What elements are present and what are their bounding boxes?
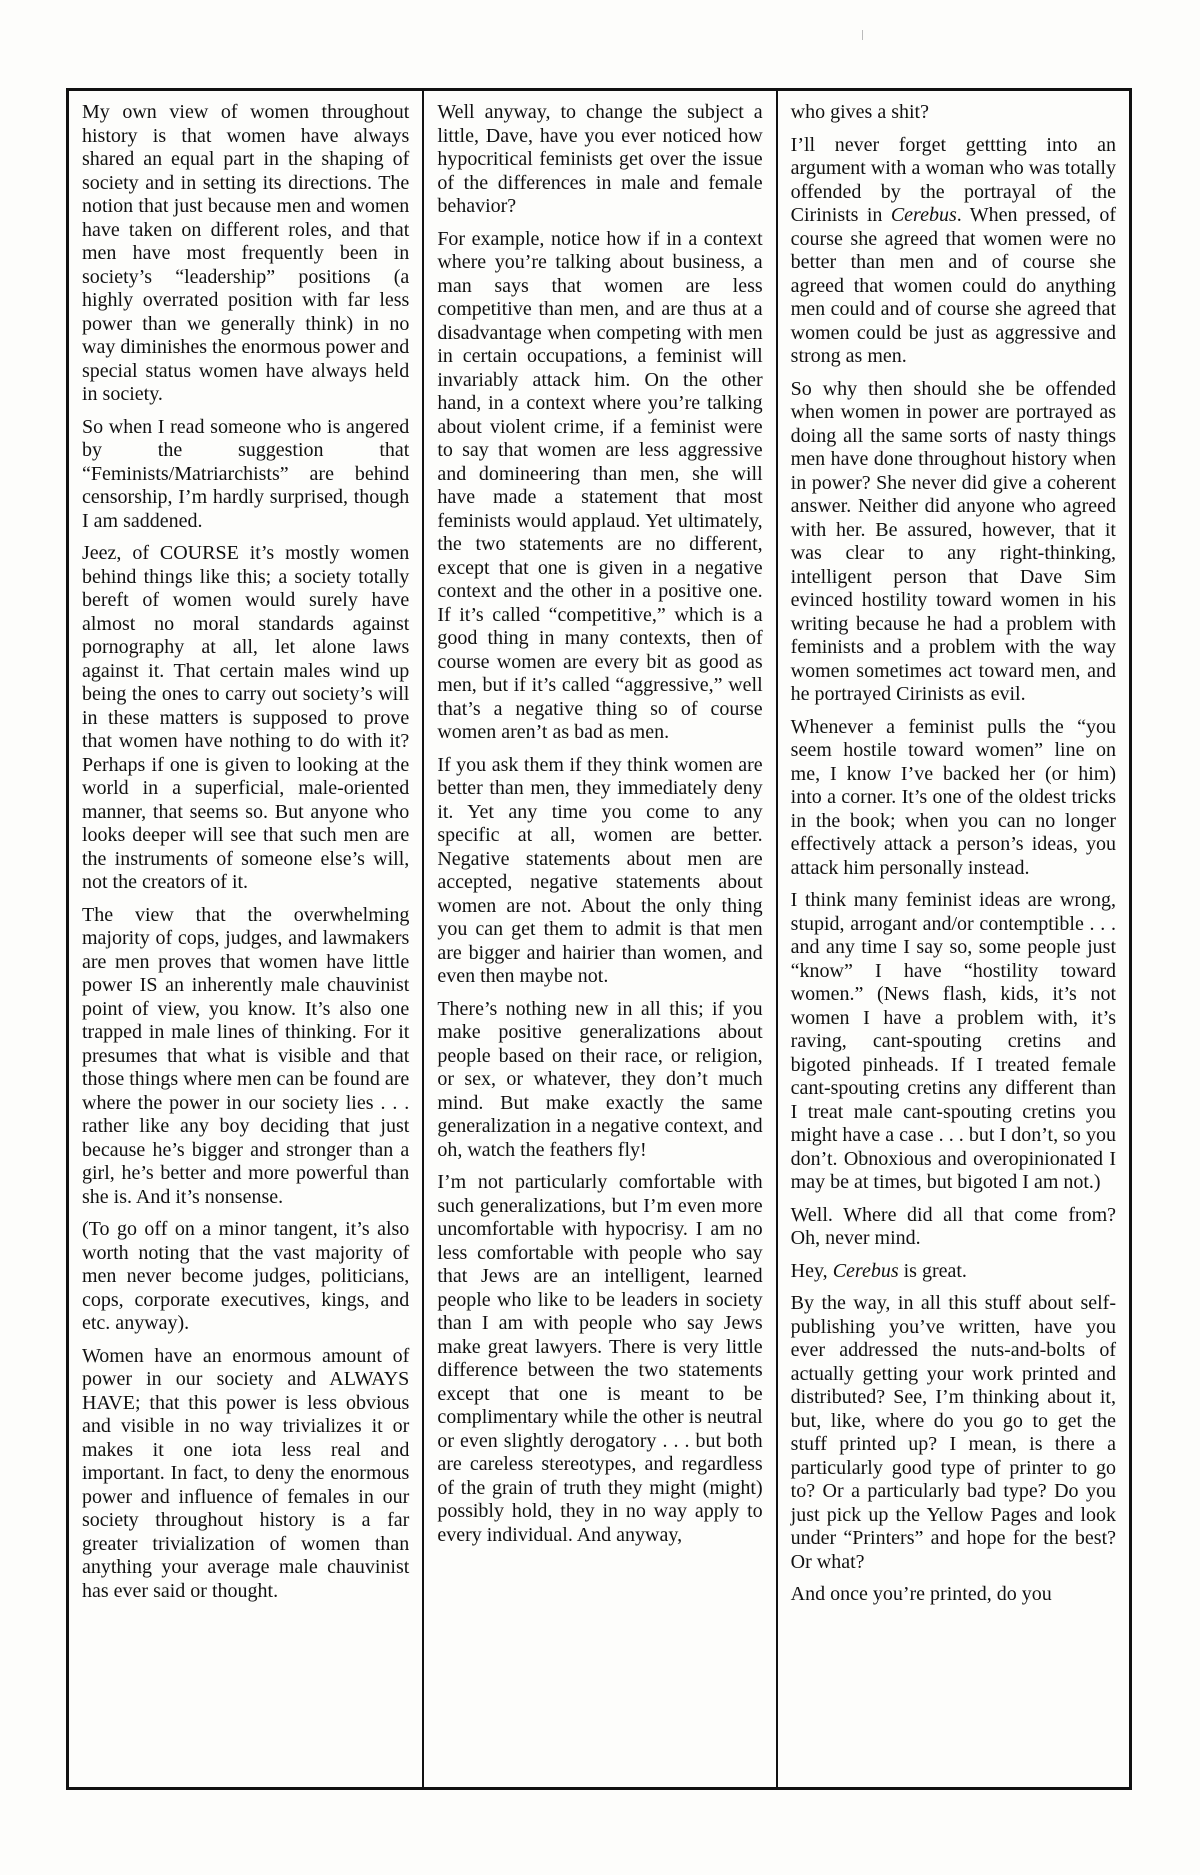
- text-run: Women have an enormous amount of power in our society and ALWAYS HAVE; that this power is less obvious and visible in no way trivializes it or makes it one iota less real and important. In fact, to deny the enormous power and influence of females in our society throughout history is a far greater trivialization of women than anything your average male chauvinist has ever said or thought.: [82, 1344, 410, 1602]
- paragraph: [791, 1292, 1116, 1574]
- paragraph: [791, 1204, 1116, 1251]
- column-1: [69, 91, 422, 1787]
- text-run: If you ask them if they think women are better than men, they immediately deny it. Yet any time you come to any specific at all, women are better. Negative statements about men are accepted, negative statements about women are not. About the only thing you can get them to admit is that men are bigger and hairier than women, and even then maybe not.: [437, 753, 763, 987]
- text-run: So when I read someone who is angered by the suggestion that “Feminists/Matriarchists” are behind censorship, I’m hardly surprised, though I am saddened.: [82, 415, 410, 532]
- paragraph: [791, 101, 1116, 125]
- text-run: By the way, in all this stuff about self-publishing you’ve written, have you ever addressed the nuts-and-bolts of actually getting your work printed and distributed? See, I’m thinking about it, but, like, where do you go to get the stuff printed up? I mean, is there a particularly good type of printer to go to? Or a particularly bad type? Do you just pick up the Yellow Pages and look under “Printers” and hope for the best? Or what?: [790, 1292, 1116, 1573]
- paragraph: [791, 889, 1116, 1195]
- paragraph: [82, 101, 409, 407]
- text-run: . When pressed, of course she agreed that women were no better than men and of course she agreed that women could do anything men could and of course she agreed that women could be just as aggressive and strong as men.: [790, 204, 1116, 367]
- italic-title: Cerebus: [890, 204, 957, 226]
- paragraph: [82, 1218, 409, 1336]
- text-run: The view that the overwhelming majority of cops, judges, and lawmakers are men proves that women have little power IS an inherently male chauvinist point of view, you know. It’s also one trapped in male lines of thinking. For it presumes that what is visible and that those things where men can be found are where the power in our society lies . . . rather like any boy deciding that just because he’s bigger and stronger than a girl, he’s better and more powerful than she is. And it’s nonsense.: [82, 903, 410, 1208]
- text-run: Whenever a feminist pulls the “you seem hostile toward women” line on me, I know I’ve backed her (or him) into a corner. It’s one of the oldest tricks in the book; when you can no longer effectively attack a person’s ideas, you attack him personally instead.: [790, 715, 1116, 879]
- paragraph: [437, 1171, 762, 1547]
- paragraph: [437, 101, 762, 219]
- text-run: I think many feminist ideas are wrong, stupid, arrogant and/or contemptible . . . and any time I say so, some people just “know” I have “hostility toward women.” (News flash, kids, it’s not women I have a problem with, it’s raving, cant-spouting cretins and bigoted pinheads. If I treated female cant-spouting cretins any different than I treat male cant-spouting cretins you might have a case . . . but I don’t, so you don’t. Obnoxious and overopinionated I may be at times, but bigoted I am not.): [790, 889, 1116, 1193]
- paragraph: [82, 542, 409, 895]
- paragraph: [791, 378, 1116, 707]
- text-run: who gives a shit?: [790, 101, 929, 123]
- text-run: Well anyway, to change the subject a little, Dave, have you ever noticed how hypocritical feminists get over the issue of the differences in male and female behavior?: [437, 101, 763, 217]
- text-run: Well. Where did all that come from? Oh, never mind.: [790, 1203, 1116, 1249]
- paragraph: [791, 1260, 1116, 1284]
- text-run: There’s nothing new in all this; if you make positive generalizations about people based on their race, or religion, or sex, or whatever, they don’t much mind. But make exactly the same generalization in a negative context, and oh, watch the feathers fly!: [437, 997, 763, 1161]
- paragraph: [437, 754, 762, 989]
- text-run: My own view of women throughout history is that women have always shared an equal part in the shaping of society and in setting its directions. The notion that just because men and women have taken on different roles, and that men have most frequently been in society’s “leadership” positions (a highly overrated position with far less power than we generally think) in no way diminishes the enormous power and special status women have always held in society.: [82, 101, 410, 405]
- text-run: For example, notice how if in a context where you’re talking about business, a man says that women are less competitive than men, and are thus at a disadvantage when competing with men in certain occupations, a feminist will invariably attack him. On the other hand, in a context where you’re talking about violent crime, if a feminist were to say that women are less aggressive and domineering than men, she will have made a statement that most feminists would applaud. Yet ultimately, the two statements are no different, except that one is given in a negative context and the other in a positive one. If it’s called “competitive,” which is a good thing in many contexts, then of course women are every bit as good as men, but if it’s called “aggressive,” well that’s a negative thing so of course women aren’t as bad as men.: [437, 227, 763, 743]
- column-2: [422, 91, 775, 1787]
- letters-frame: [66, 88, 1132, 1790]
- text-run: Hey,: [790, 1259, 833, 1282]
- text-run: I’ll never forget gettting into an argument with a woman who was totally offended by the portrayal of the Cirinists in: [790, 133, 1116, 226]
- paragraph: [791, 134, 1116, 369]
- paragraph: [82, 904, 409, 1210]
- text-run: I’m not particularly comfortable with such generalizations, but I’m even more uncomfortable with hypocrisy. I am no less comfortable with people who say that Jews are an intelligent, learned people who like to be leaders in society than I am with people who say Jews make great lawyers. There is very little difference between the two statements except that one is meant to be complimentary while the other is neutral or even slightly derogatory . . . but both are careless stereotypes, and regardless of the grain of truth they might (might) possibly hold, they in no way apply to every individual. And anyway,: [437, 1171, 763, 1546]
- paragraph: [791, 1583, 1116, 1607]
- text-run: Jeez, of COURSE it’s mostly women behind things like this; a society totally bereft of women would surely have almost no moral standards against pornography at all, let alone laws against it. That certain males wind up being the ones to carry out society’s will in these matters is supposed to prove that women have nothing to do with it? Perhaps if one is given to looking at the world in a superficial, male-oriented manner, that seems so. But anyone who looks deeper will see that such men are the instruments of someone else’s will, not the creators of it.: [82, 542, 410, 893]
- text-run: is great.: [898, 1259, 967, 1282]
- paragraph: [791, 716, 1116, 881]
- text-run: And once you’re printed, do you: [790, 1583, 1052, 1605]
- paragraph: [437, 228, 762, 745]
- text-run: (To go off on a minor tangent, it’s also worth noting that the vast majority of men never become judges, politicians, cops, corporate executives, kings, and etc. anyway).: [82, 1218, 410, 1334]
- column-3: [776, 91, 1129, 1787]
- paragraph: [437, 998, 762, 1163]
- scan-mark: [862, 30, 863, 40]
- text-run: So why then should she be offended when women in power are portrayed as doing all the same sorts of nasty things men have done throughout history when in power? She never did give a coherent answer. Neither did anyone who agreed with her. Be assured, however, that it was clear to any right-thinking, intelligent person that Dave Sim evinced hostility toward women in his writing because he had a problem with feminists and a problem with the way women sometimes act toward men, and he portrayed Cirinists as evil.: [790, 377, 1116, 705]
- paragraph: [82, 1345, 409, 1604]
- italic-title: Cerebus: [832, 1259, 899, 1282]
- paragraph: [82, 416, 409, 534]
